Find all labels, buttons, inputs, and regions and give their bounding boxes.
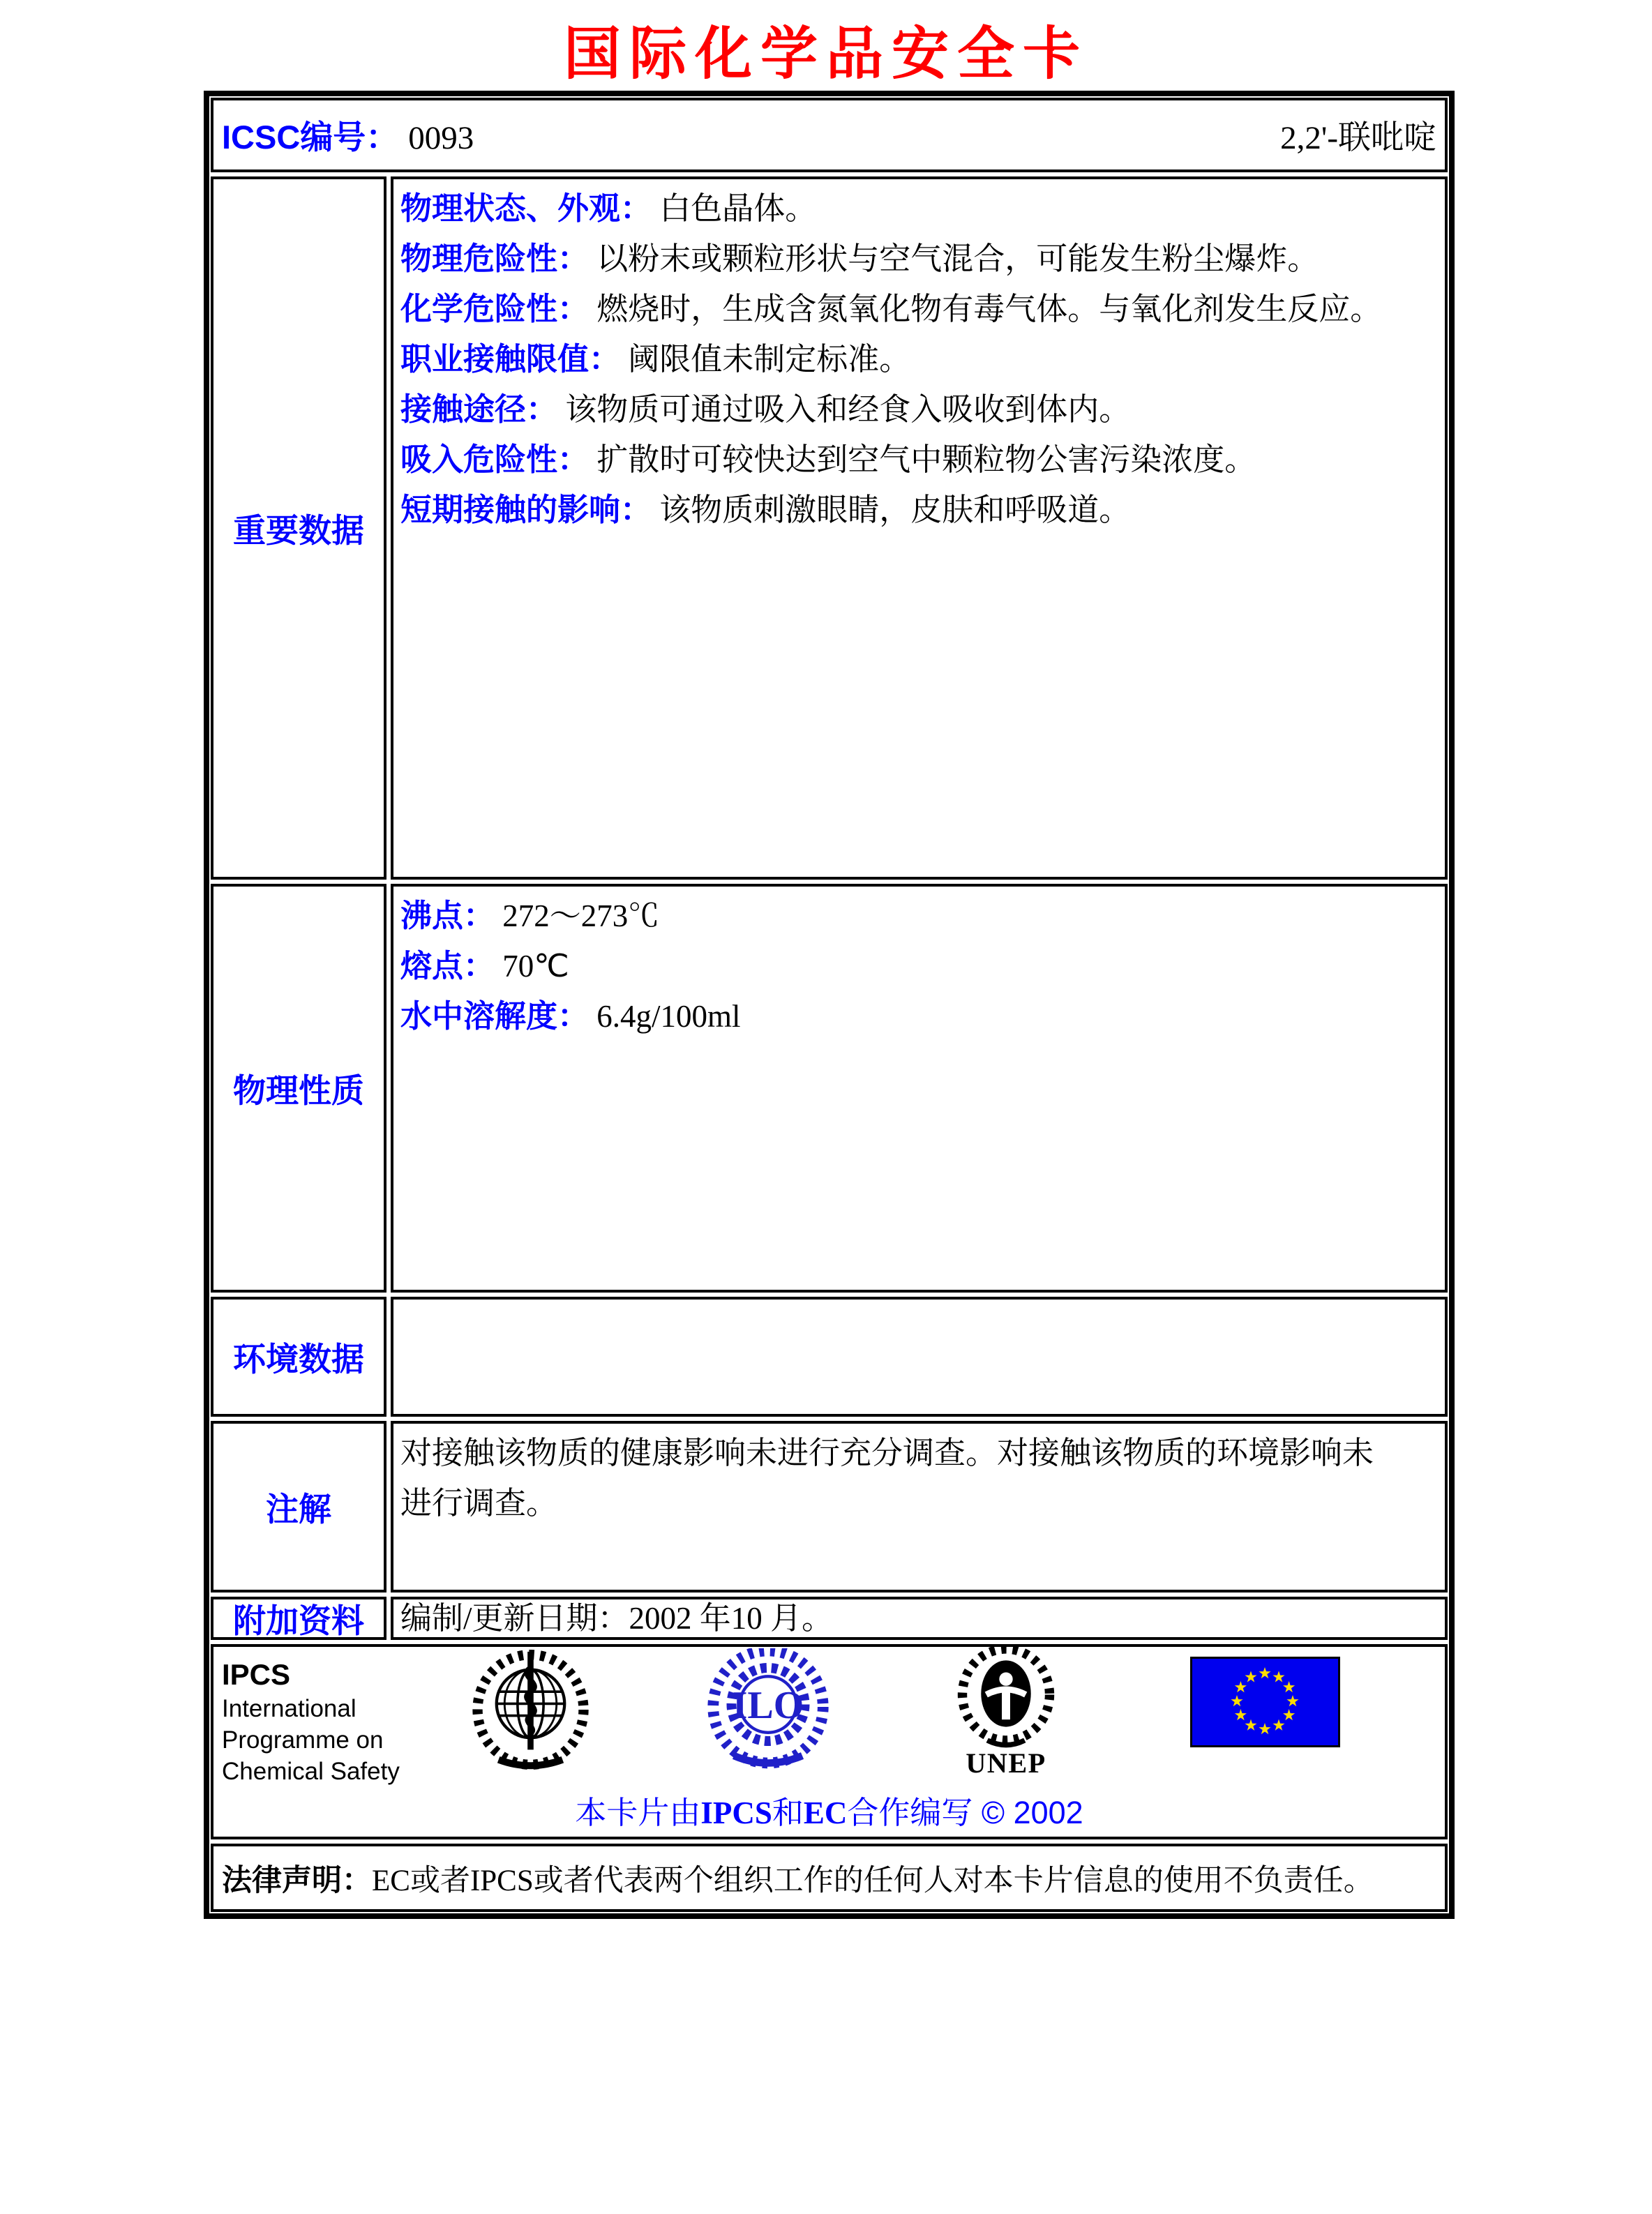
caption-ipcs: IPCS <box>700 1795 772 1830</box>
notes-row <box>211 1421 1448 1592</box>
additional-info-content <box>391 1597 1448 1640</box>
icsc-number-value: 0093 <box>408 120 474 156</box>
notes-content <box>391 1421 1448 1592</box>
caption-pre: 本卡片由 <box>575 1795 701 1830</box>
field-value: 以粉末或颗粒形状与空气混合，可能发生粉尘爆炸。 <box>596 241 1319 276</box>
important-data-content <box>391 176 1448 880</box>
cooperation-caption <box>213 1787 1445 1832</box>
section-title-environmental-data: 环境数据 <box>211 1297 386 1417</box>
caption-and: 和 <box>772 1795 804 1830</box>
ipcs-line: International <box>222 1695 356 1722</box>
ilo-letters: ILO <box>732 1683 804 1727</box>
data-line <box>400 183 1439 234</box>
data-line <box>400 435 1439 485</box>
field-value: 272～273℃ <box>502 898 660 933</box>
section-title-physical-properties: 物理性质 <box>211 884 386 1293</box>
logos-cell <box>211 1644 1448 1839</box>
legal-text: EC或者IPCS或者代表两个组织工作的任何人对本卡片信息的使用不负责任。 <box>372 1864 1374 1897</box>
icsc-number-group <box>222 112 474 158</box>
icsc-number-label: ICSC编号： <box>222 119 399 156</box>
field-label: 接触途径： <box>400 391 558 427</box>
field-label: 职业接触限值： <box>400 341 621 377</box>
data-line <box>400 284 1439 334</box>
ipcs-line: Chemical Safety <box>222 1758 400 1785</box>
chemical-name: 2,2'-联吡啶 <box>1280 120 1436 156</box>
data-line <box>400 485 1439 535</box>
field-value: 阈限值未制定标准。 <box>628 342 911 377</box>
caption-ec: EC <box>803 1795 848 1830</box>
field-value: 该物质可通过吸入和经食入吸收到体内。 <box>565 392 1131 427</box>
unep-logo-icon <box>943 1647 1069 1777</box>
who-logo-icon <box>459 1650 602 1770</box>
legal-row <box>211 1844 1448 1912</box>
notes-line-2: 进行调查。 <box>400 1486 558 1521</box>
legal-cell <box>211 1844 1448 1912</box>
page-title: 国际化学品安全卡 <box>563 22 1088 86</box>
eu-flag-icon <box>1190 1657 1340 1747</box>
ipcs-acronym: IPCS <box>222 1658 291 1691</box>
field-value: 2002 年10 月。 <box>629 1601 834 1636</box>
environmental-data-content <box>391 1297 1448 1417</box>
physical-properties-content <box>391 884 1448 1293</box>
data-line <box>400 941 1439 991</box>
data-line <box>400 1601 833 1636</box>
field-label: 物理危险性： <box>400 241 590 276</box>
field-label: 熔点： <box>400 948 495 984</box>
field-value: 燃烧时，生成含氮氧化物有毒气体。与氧化剂发生反应。 <box>596 292 1382 326</box>
ipcs-text-block <box>222 1657 400 1787</box>
field-value: 70℃ <box>502 949 569 984</box>
header-row <box>211 98 1448 172</box>
legal-label: 法律声明： <box>222 1863 372 1897</box>
field-value: 扩散时可较快达到空气中颗粒物公害污染浓度。 <box>596 442 1256 477</box>
field-label: 物理状态、外观： <box>400 190 652 226</box>
field-value: 白色晶体。 <box>659 191 817 226</box>
section-title-important-data: 重要数据 <box>211 176 386 880</box>
section-title-additional-info: 附加资料 <box>211 1597 386 1640</box>
ipcs-line: Programme on <box>222 1726 384 1754</box>
data-line <box>400 991 1439 1041</box>
important-data-row <box>211 176 1448 880</box>
header-cell <box>211 98 1448 172</box>
data-line <box>400 234 1439 284</box>
field-value: 该物质刺激眼睛，皮肤和呼吸道。 <box>659 492 1131 527</box>
field-label: 编制/更新日期： <box>400 1601 629 1636</box>
field-label: 短期接触的影响： <box>400 492 652 527</box>
field-label: 水中溶解度： <box>400 998 590 1034</box>
notes-line-1: 对接触该物质的健康影响未进行充分调查。对接触该物质的环境影响未 <box>400 1436 1374 1470</box>
icsc-card-table <box>204 91 1455 1919</box>
additional-info-row <box>211 1597 1448 1640</box>
data-line <box>400 891 1439 941</box>
data-line <box>400 384 1439 435</box>
physical-properties-row <box>211 884 1448 1293</box>
field-label: 化学危险性： <box>400 291 590 326</box>
section-title-notes: 注解 <box>211 1421 386 1592</box>
environmental-data-row <box>211 1297 1448 1417</box>
caption-post: 合作编写 <box>847 1795 973 1830</box>
unep-letters: UNEP <box>966 1747 1046 1777</box>
data-line <box>400 334 1439 384</box>
field-label: 吸入危险性： <box>400 442 590 477</box>
logos-row <box>211 1644 1448 1839</box>
ilo-logo-icon <box>702 1648 834 1770</box>
field-value: 6.4g/100ml <box>596 999 741 1034</box>
caption-copyright: © 2002 <box>973 1795 1083 1830</box>
field-label: 沸点： <box>400 898 495 933</box>
